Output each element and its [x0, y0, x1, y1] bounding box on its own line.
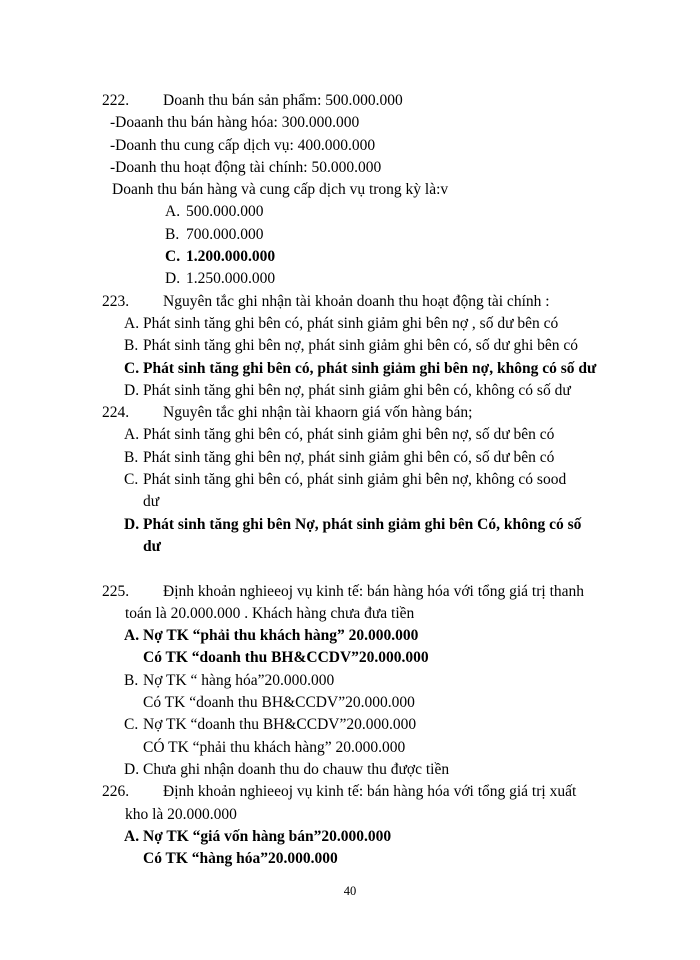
line-text: Doanh thu bán hàng và cung cấp dịch vụ trong kỳ là:v: [112, 181, 449, 199]
document-line: [0, 358, 700, 380]
document-line: [0, 335, 700, 357]
line-text: toán là 20.000.000 . Khách hàng chưa đưa tiền: [125, 604, 415, 622]
option-label: C.: [124, 471, 139, 489]
line-text: -Doanh thu hoạt động tài chính: 50.000.000: [110, 158, 382, 176]
option-label: D.: [124, 515, 140, 533]
question-number: 225.: [102, 582, 130, 600]
document-line: [0, 224, 700, 246]
line-text: Chưa ghi nhận doanh thu do chauw thu được tiền: [143, 760, 450, 778]
line-text: Nguyên tắc ghi nhận tài khoản doanh thu hoạt động tài chính :: [163, 292, 550, 310]
option-label: C.: [124, 716, 139, 734]
document-line: [0, 157, 700, 179]
document-line: [0, 781, 700, 803]
document-line: [0, 647, 700, 669]
document-line: [0, 625, 700, 647]
option-label: C.: [124, 359, 140, 377]
line-text: kho là 20.000.000: [125, 805, 237, 823]
line-text: 1.200.000.000: [186, 248, 276, 266]
option-label: B.: [124, 337, 139, 355]
blank-line: [0, 558, 700, 580]
document-line: [0, 536, 700, 558]
option-label: A.: [165, 203, 181, 221]
option-label: B.: [124, 671, 139, 689]
document-line: [0, 380, 700, 402]
document-line: [0, 246, 700, 268]
line-text: Phát sinh tăng ghi bên có, phát sinh giảm ghi bên nợ, không có số dư: [143, 359, 597, 377]
option-label: A.: [124, 627, 140, 645]
document-line: [0, 491, 700, 513]
option-label: A.: [124, 426, 140, 444]
document-line: [0, 402, 700, 424]
option-label: C.: [165, 248, 181, 266]
document-line: [0, 112, 700, 134]
document-line: [0, 201, 700, 223]
document-line: [0, 268, 700, 290]
document-line: [0, 291, 700, 313]
line-text: Có TK “doanh thu BH&CCDV”20.000.000: [143, 694, 415, 712]
line-text: Phát sinh tăng ghi bên có, phát sinh giảm ghi bên nợ, số dư bên có: [143, 426, 555, 444]
line-text: 500.000.000: [186, 203, 264, 221]
document-line: [0, 714, 700, 736]
line-text: Có TK “doanh thu BH&CCDV”20.000.000: [143, 649, 429, 667]
line-text: Định khoản nghieeoj vụ kinh tế: bán hàng hóa với tổng giá trị xuất: [163, 783, 577, 801]
option-label: A.: [124, 314, 140, 332]
question-number: 224.: [102, 404, 130, 422]
document-line: [0, 90, 700, 112]
document-line: [0, 135, 700, 157]
line-text: Nợ TK “doanh thu BH&CCDV”20.000.000: [143, 716, 417, 734]
line-text: dư: [143, 537, 161, 555]
document-line: [0, 447, 700, 469]
page-number: 40: [343, 884, 357, 898]
document-line: [0, 581, 700, 603]
document-line: [0, 424, 700, 446]
document-line: [0, 737, 700, 759]
document-line: [0, 514, 700, 536]
line-text: -Doanh thu cung cấp dịch vụ: 400.000.000: [110, 136, 376, 154]
line-text: Phát sinh tăng ghi bên nợ, phát sinh giảm ghi bên có, số dư bên có: [143, 448, 555, 466]
line-text: Nợ TK “phải thu khách hàng” 20.000.000: [143, 627, 419, 645]
document-line: [0, 692, 700, 714]
document-line: [0, 469, 700, 491]
line-text: 700.000.000: [186, 225, 264, 243]
option-label: A.: [124, 827, 140, 845]
document-body: [0, 90, 700, 870]
line-text: CÓ TK “phải thu khách hàng” 20.000.000: [143, 738, 406, 756]
option-label: B.: [124, 448, 139, 466]
question-number: 223.: [102, 292, 130, 310]
line-text: Có TK “hàng hóa”20.000.000: [143, 850, 338, 868]
document-line: [0, 179, 700, 201]
question-number: 226.: [102, 783, 130, 801]
document-line: [0, 670, 700, 692]
line-text: dư: [143, 493, 160, 511]
option-label: D.: [124, 760, 140, 778]
line-text: Phát sinh tăng ghi bên Nợ, phát sinh giảm ghi bên Có, không có số: [143, 515, 582, 533]
line-text: Phát sinh tăng ghi bên nợ, phát sinh giảm ghi bên có, số dư ghi bên có: [143, 337, 579, 355]
document-line: [0, 603, 700, 625]
line-text: Phát sinh tăng ghi bên nợ, phát sinh giảm ghi bên có, không có số dư: [143, 381, 571, 399]
line-text: Định khoản nghieeoj vụ kinh tế: bán hàng hóa với tổng giá trị thanh: [163, 582, 585, 600]
line-text: Phát sinh tăng ghi bên có, phát sinh giảm ghi bên nợ, không có sood: [143, 471, 567, 489]
document-line: [0, 826, 700, 848]
line-text: -Doaanh thu bán hàng hóa: 300.000.000: [110, 114, 360, 132]
line-text: Nợ TK “ hàng hóa”20.000.000: [143, 671, 335, 689]
line-text: Nợ TK “giá vốn hàng bán”20.000.000: [143, 827, 392, 845]
document-line: [0, 313, 700, 335]
line-text: Doanh thu bán sản phẩm: 500.000.000: [163, 92, 403, 109]
line-text: Phát sinh tăng ghi bên có, phát sinh giảm ghi bên nợ , số dư bên có: [143, 314, 559, 332]
document-line: [0, 804, 700, 826]
option-label: B.: [165, 225, 180, 243]
line-text: Nguyên tắc ghi nhận tài khaorn giá vốn hàng bán;: [163, 404, 473, 422]
document-line: [0, 759, 700, 781]
document-line: [0, 848, 700, 870]
option-label: D.: [124, 381, 140, 399]
line-text: 1.250.000.000: [186, 270, 276, 288]
option-label: D.: [165, 270, 181, 288]
question-number: 222.: [102, 92, 130, 109]
